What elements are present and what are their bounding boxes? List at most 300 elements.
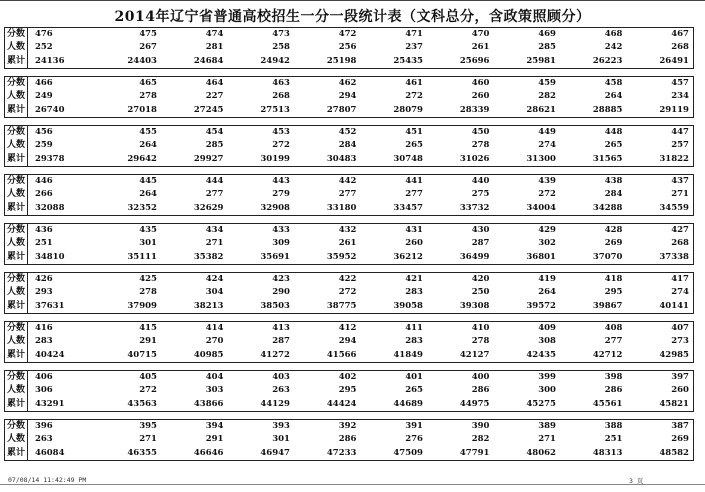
- count-cell: 272: [338, 287, 357, 298]
- score-cell: 466: [34, 78, 53, 88]
- count-cell: 284: [338, 140, 357, 151]
- count-cell: 257: [671, 140, 689, 151]
- count-cell: 286: [471, 385, 490, 396]
- cumulative-cell: 48313: [592, 447, 623, 458]
- cumulative-cell: 32908: [260, 202, 290, 213]
- cumulative-cell: 33457: [393, 202, 423, 213]
- cumulative-cell: 26223: [592, 55, 623, 66]
- cumulative-cell: 37338: [659, 251, 689, 262]
- count-cell: 300: [538, 385, 556, 396]
- count-cell: 285: [205, 140, 224, 151]
- cumulative-cell: 34004: [526, 202, 556, 213]
- score-cell: 443: [272, 176, 290, 186]
- count-cell: 237: [405, 42, 423, 53]
- count-cell: 242: [604, 42, 623, 53]
- cumulative-cell: 29119: [659, 104, 689, 115]
- count-cell: 271: [205, 238, 224, 249]
- cumulative-cell: 42985: [659, 349, 689, 360]
- score-cell: 430: [471, 225, 490, 235]
- score-cell: 406: [34, 372, 53, 382]
- cumulative-cell: 46084: [34, 447, 65, 458]
- cumulative-cell: 40715: [127, 349, 157, 360]
- page-number: 3 页: [629, 477, 644, 485]
- score-cell: 434: [205, 225, 224, 235]
- cumulative-cell: 38213: [193, 300, 224, 311]
- cumulative-cell: 28339: [459, 104, 490, 115]
- cumulative-cell: 27807: [326, 104, 357, 115]
- cumulative-cell: 31300: [526, 153, 556, 164]
- cumulative-cell: 37909: [127, 300, 157, 311]
- cumulative-cell: 37070: [592, 251, 623, 262]
- score-cell: 413: [272, 323, 290, 333]
- score-cell: 403: [272, 372, 290, 382]
- cumulative-cell: 24942: [260, 55, 290, 66]
- count-cell: 282: [471, 434, 490, 445]
- count-cell: 261: [471, 42, 490, 53]
- count-cell: 268: [671, 42, 689, 53]
- top-border: [0, 0, 705, 1]
- score-cell: 409: [538, 323, 556, 333]
- cumulative-cell: 24403: [127, 55, 157, 66]
- cumulative-cell: 39058: [393, 300, 423, 311]
- count-cell: 286: [604, 385, 623, 396]
- score-cell: 405: [139, 372, 157, 382]
- table-row-count: [5, 237, 693, 250]
- score-cell: 435: [139, 225, 157, 235]
- count-cell: 272: [139, 385, 157, 396]
- row-label-score: 分数: [5, 224, 28, 237]
- score-block: [4, 125, 694, 167]
- cumulative-cell: 36801: [526, 251, 556, 262]
- table-row-score: [5, 28, 693, 41]
- count-cell: 273: [671, 336, 689, 347]
- count-cell: 264: [538, 287, 556, 298]
- table-row-count: [5, 433, 693, 446]
- score-cell: 475: [139, 29, 157, 39]
- score-cell: 416: [34, 323, 53, 333]
- cumulative-cell: 24684: [193, 55, 224, 66]
- score-cell: 394: [205, 421, 224, 431]
- count-cell: 283: [405, 336, 423, 347]
- table-row-cumulative: [5, 104, 693, 117]
- count-cell: 274: [671, 287, 689, 298]
- row-label-cumulative: 累计: [5, 202, 28, 215]
- count-cell: 279: [272, 189, 290, 200]
- cumulative-cell: 40424: [34, 349, 65, 360]
- cumulative-cell: 40985: [193, 349, 224, 360]
- table-row-count: [5, 286, 693, 299]
- count-cell: 276: [405, 434, 423, 445]
- count-cell: 271: [538, 434, 556, 445]
- count-cell: 291: [205, 434, 224, 445]
- score-cell: 398: [604, 372, 623, 382]
- score-cell: 428: [604, 225, 623, 235]
- count-cell: 272: [405, 91, 423, 102]
- count-cell: 267: [139, 42, 157, 53]
- cumulative-cell: 30199: [260, 153, 290, 164]
- score-cell: 447: [671, 127, 689, 137]
- cumulative-cell: 32088: [34, 202, 65, 213]
- count-cell: 274: [538, 140, 556, 151]
- score-cell: 401: [405, 372, 423, 382]
- row-label-count: 人数: [5, 188, 28, 201]
- row-label-cumulative: 累计: [5, 447, 28, 460]
- cumulative-cell: 27513: [260, 104, 290, 115]
- count-cell: 234: [671, 91, 689, 102]
- count-cell: 283: [405, 287, 423, 298]
- score-cell: 421: [405, 274, 423, 284]
- count-cell: 283: [34, 336, 53, 347]
- score-cell: 399: [538, 372, 556, 382]
- score-cell: 463: [272, 78, 290, 88]
- count-cell: 266: [34, 189, 53, 200]
- score-cell: 471: [405, 29, 423, 39]
- score-cell: 402: [338, 372, 357, 382]
- row-label-cumulative: 累计: [5, 398, 28, 411]
- count-cell: 284: [604, 189, 623, 200]
- count-cell: 269: [604, 238, 623, 249]
- score-cell: 431: [405, 225, 423, 235]
- score-cell: 469: [538, 29, 556, 39]
- table-row-count: [5, 384, 693, 397]
- score-cell: 390: [471, 421, 490, 431]
- count-cell: 264: [139, 189, 157, 200]
- score-cell: 397: [671, 372, 689, 382]
- cumulative-cell: 43866: [193, 398, 224, 409]
- cumulative-cell: 31822: [659, 153, 689, 164]
- cumulative-cell: 24136: [34, 55, 65, 66]
- count-cell: 249: [34, 91, 53, 102]
- cumulative-cell: 30748: [393, 153, 423, 164]
- score-cell: 395: [139, 421, 157, 431]
- score-cell: 389: [538, 421, 556, 431]
- count-cell: 290: [272, 287, 290, 298]
- cumulative-cell: 34559: [659, 202, 689, 213]
- count-cell: 256: [338, 42, 357, 53]
- footer-divider: [0, 484, 705, 485]
- score-cell: 415: [139, 323, 157, 333]
- count-cell: 264: [604, 91, 623, 102]
- cumulative-cell: 27245: [193, 104, 224, 115]
- row-label-score: 分数: [5, 126, 28, 139]
- score-cell: 448: [604, 127, 623, 137]
- count-cell: 278: [139, 91, 157, 102]
- score-cell: 423: [272, 274, 290, 284]
- score-cell: 459: [538, 78, 556, 88]
- score-cell: 420: [471, 274, 490, 284]
- score-block: [4, 370, 694, 412]
- table-row-cumulative: [5, 55, 693, 68]
- cumulative-cell: 38775: [326, 300, 357, 311]
- count-cell: 250: [471, 287, 490, 298]
- score-cell: 454: [205, 127, 224, 137]
- count-cell: 301: [272, 434, 290, 445]
- row-label-score: 分数: [5, 77, 28, 90]
- cumulative-cell: 41272: [260, 349, 290, 360]
- cumulative-cell: 47233: [326, 447, 357, 458]
- score-cell: 429: [538, 225, 556, 235]
- cumulative-cell: 27018: [127, 104, 157, 115]
- row-label-count: 人数: [5, 139, 28, 152]
- row-label-score: 分数: [5, 371, 28, 384]
- page-title: 2014年辽宁省普通高校招生一分一段统计表（文科总分，含政策照顾分）: [114, 9, 591, 25]
- cumulative-cell: 46646: [193, 447, 224, 458]
- cumulative-cell: 44129: [260, 398, 290, 409]
- cumulative-cell: 44975: [459, 398, 490, 409]
- table-row-cumulative: [5, 300, 693, 313]
- score-cell: 465: [139, 78, 157, 88]
- cumulative-cell: 32629: [193, 202, 224, 213]
- count-cell: 309: [272, 238, 290, 249]
- score-cell: 457: [671, 78, 689, 88]
- score-cell: 407: [671, 323, 689, 333]
- score-cell: 391: [405, 421, 423, 431]
- count-cell: 260: [405, 238, 423, 249]
- cumulative-cell: 35382: [193, 251, 224, 262]
- cumulative-cell: 36499: [459, 251, 490, 262]
- table-row-count: [5, 41, 693, 54]
- count-cell: 306: [34, 385, 53, 396]
- cumulative-cell: 34810: [34, 251, 65, 262]
- cumulative-cell: 36212: [393, 251, 423, 262]
- cumulative-cell: 25198: [326, 55, 357, 66]
- cumulative-cell: 34288: [592, 202, 623, 213]
- score-cell: 450: [471, 127, 490, 137]
- cumulative-cell: 47509: [393, 447, 423, 458]
- score-cell: 433: [272, 225, 290, 235]
- count-cell: 259: [34, 140, 53, 151]
- table-row-score: [5, 322, 693, 335]
- count-cell: 302: [538, 238, 556, 249]
- score-cell: 441: [405, 176, 423, 186]
- count-cell: 261: [338, 238, 357, 249]
- row-label-score: 分数: [5, 273, 28, 286]
- count-cell: 268: [272, 91, 290, 102]
- count-cell: 295: [604, 287, 623, 298]
- count-cell: 258: [272, 42, 290, 53]
- cumulative-cell: 28885: [592, 104, 623, 115]
- count-cell: 252: [34, 42, 53, 53]
- score-cell: 408: [604, 323, 623, 333]
- score-cell: 412: [338, 323, 357, 333]
- cumulative-cell: 25696: [459, 55, 490, 66]
- cumulative-cell: 42127: [459, 349, 490, 360]
- table-row-cumulative: [5, 202, 693, 215]
- row-label-cumulative: 累计: [5, 349, 28, 362]
- cumulative-cell: 39572: [526, 300, 556, 311]
- count-cell: 269: [671, 434, 689, 445]
- table-row-score: [5, 77, 693, 90]
- cumulative-cell: 40141: [659, 300, 689, 311]
- row-label-count: 人数: [5, 237, 28, 250]
- cumulative-cell: 48582: [659, 447, 689, 458]
- cumulative-cell: 45821: [659, 398, 689, 409]
- score-block: [4, 223, 694, 265]
- score-cell: 424: [205, 274, 224, 284]
- cumulative-cell: 29642: [127, 153, 157, 164]
- score-block: [4, 76, 694, 118]
- row-label-cumulative: 累计: [5, 55, 28, 68]
- count-cell: 264: [139, 140, 157, 151]
- count-cell: 260: [671, 385, 689, 396]
- row-label-count: 人数: [5, 384, 28, 397]
- count-cell: 277: [205, 189, 224, 200]
- row-label-score: 分数: [5, 420, 28, 433]
- score-cell: 474: [205, 29, 224, 39]
- score-block: [4, 272, 694, 314]
- count-cell: 268: [671, 238, 689, 249]
- count-cell: 227: [205, 91, 224, 102]
- cumulative-cell: 28621: [526, 104, 556, 115]
- row-label-score: 分数: [5, 175, 28, 188]
- row-label-count: 人数: [5, 335, 28, 348]
- count-cell: 294: [338, 336, 357, 347]
- table-row-cumulative: [5, 398, 693, 411]
- score-cell: 461: [405, 78, 423, 88]
- cumulative-cell: 37631: [34, 300, 65, 311]
- table-row-count: [5, 139, 693, 152]
- table-row-score: [5, 420, 693, 433]
- score-table: [4, 27, 694, 468]
- row-label-cumulative: 累计: [5, 251, 28, 264]
- count-cell: 265: [405, 385, 423, 396]
- cumulative-cell: 39308: [459, 300, 490, 311]
- score-block: [4, 27, 694, 69]
- count-cell: 265: [405, 140, 423, 151]
- cumulative-cell: 44689: [393, 398, 423, 409]
- score-cell: 396: [34, 421, 53, 431]
- cumulative-cell: 26491: [659, 55, 689, 66]
- table-row-score: [5, 273, 693, 286]
- count-cell: 291: [139, 336, 157, 347]
- cumulative-cell: 33732: [459, 202, 490, 213]
- row-label-cumulative: 累计: [5, 300, 28, 313]
- table-row-count: [5, 335, 693, 348]
- score-cell: 392: [338, 421, 357, 431]
- score-cell: 449: [538, 127, 556, 137]
- count-cell: 277: [338, 189, 357, 200]
- count-cell: 278: [471, 140, 490, 151]
- cumulative-cell: 41566: [326, 349, 357, 360]
- score-cell: 432: [338, 225, 357, 235]
- score-cell: 451: [405, 127, 423, 137]
- count-cell: 278: [139, 287, 157, 298]
- count-cell: 295: [338, 385, 357, 396]
- table-row-cumulative: [5, 251, 693, 264]
- count-cell: 308: [538, 336, 556, 347]
- count-cell: 282: [538, 91, 556, 102]
- table-row-cumulative: [5, 349, 693, 362]
- count-cell: 286: [338, 434, 357, 445]
- cumulative-cell: 42712: [592, 349, 623, 360]
- table-row-score: [5, 371, 693, 384]
- cumulative-cell: 41849: [393, 349, 423, 360]
- cumulative-cell: 33180: [326, 202, 357, 213]
- count-cell: 293: [34, 287, 53, 298]
- score-cell: 417: [671, 274, 689, 284]
- score-cell: 446: [34, 176, 53, 186]
- score-cell: 437: [671, 176, 689, 186]
- cumulative-cell: 45561: [592, 398, 623, 409]
- count-cell: 265: [604, 140, 623, 151]
- cumulative-cell: 46947: [260, 447, 290, 458]
- row-label-cumulative: 累计: [5, 153, 28, 166]
- table-row-count: [5, 90, 693, 103]
- score-cell: 442: [338, 176, 357, 186]
- cumulative-cell: 35952: [326, 251, 357, 262]
- cumulative-cell: 45275: [526, 398, 556, 409]
- table-row-score: [5, 224, 693, 237]
- score-cell: 444: [205, 176, 224, 186]
- cumulative-cell: 44424: [326, 398, 357, 409]
- score-cell: 453: [272, 127, 290, 137]
- count-cell: 277: [604, 336, 623, 347]
- count-cell: 275: [471, 189, 490, 200]
- count-cell: 303: [205, 385, 224, 396]
- score-cell: 470: [471, 29, 490, 39]
- row-label-count: 人数: [5, 41, 28, 54]
- score-cell: 462: [338, 78, 357, 88]
- count-cell: 294: [338, 91, 357, 102]
- table-row-cumulative: [5, 153, 693, 166]
- score-cell: 468: [604, 29, 623, 39]
- score-cell: 473: [272, 29, 290, 39]
- count-cell: 285: [538, 42, 556, 53]
- row-label-score: 分数: [5, 28, 28, 41]
- cumulative-cell: 30483: [326, 153, 357, 164]
- table-row-count: [5, 188, 693, 201]
- score-cell: 476: [34, 29, 53, 39]
- cumulative-cell: 32352: [127, 202, 157, 213]
- row-label-score: 分数: [5, 322, 28, 335]
- cumulative-cell: 31026: [459, 153, 490, 164]
- score-cell: 458: [604, 78, 623, 88]
- count-cell: 287: [471, 238, 490, 249]
- count-cell: 287: [272, 336, 290, 347]
- score-cell: 472: [338, 29, 357, 39]
- print-timestamp: 07/08/14 11:42:49 PM: [8, 476, 87, 484]
- count-cell: 263: [272, 385, 290, 396]
- cumulative-cell: 26740: [34, 104, 65, 115]
- score-cell: 440: [471, 176, 490, 186]
- count-cell: 281: [205, 42, 224, 53]
- score-cell: 467: [671, 29, 689, 39]
- cumulative-cell: 29378: [34, 153, 65, 164]
- count-cell: 271: [139, 434, 157, 445]
- score-cell: 418: [604, 274, 623, 284]
- score-cell: 455: [139, 127, 157, 137]
- score-cell: 464: [205, 78, 224, 88]
- cumulative-cell: 25435: [393, 55, 423, 66]
- cumulative-cell: 47791: [459, 447, 490, 458]
- score-cell: 400: [471, 372, 490, 382]
- score-cell: 387: [671, 421, 689, 431]
- score-cell: 414: [205, 323, 224, 333]
- cumulative-cell: 38503: [260, 300, 290, 311]
- cumulative-cell: 35111: [127, 251, 157, 262]
- cumulative-cell: 29927: [193, 153, 224, 164]
- score-cell: 456: [34, 127, 53, 137]
- score-cell: 404: [205, 372, 224, 382]
- table-row-cumulative: [5, 447, 693, 460]
- count-cell: 272: [538, 189, 556, 200]
- count-cell: 270: [205, 336, 224, 347]
- row-label-cumulative: 累计: [5, 104, 28, 117]
- score-cell: 411: [405, 323, 423, 333]
- cumulative-cell: 35691: [260, 251, 290, 262]
- cumulative-cell: 25981: [526, 55, 556, 66]
- row-label-count: 人数: [5, 90, 28, 103]
